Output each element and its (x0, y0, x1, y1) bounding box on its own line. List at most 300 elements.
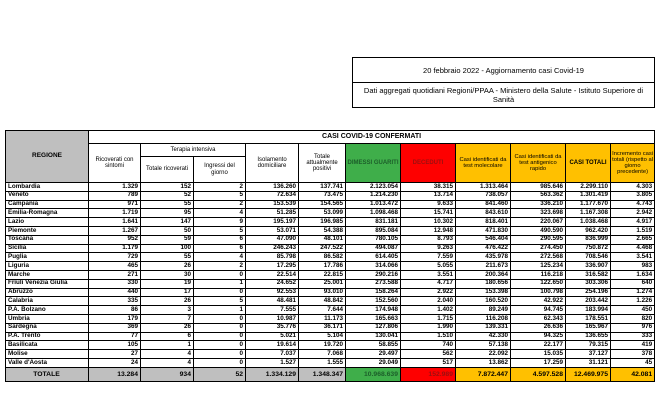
table-cell: 139.331 (456, 323, 511, 332)
table-cell: 26 (141, 262, 194, 271)
table-cell: 100.798 (511, 288, 566, 297)
table-cell: 165.967 (566, 323, 611, 332)
table-cell: 152.560 (346, 297, 401, 306)
table-row (6, 306, 655, 315)
table-cell: 272.568 (511, 253, 566, 262)
table-cell: 1.348.347 (299, 367, 346, 381)
table-cell: 136.260 (246, 183, 299, 192)
table-cell: 22.177 (511, 341, 566, 350)
table-cell: 1.214.230 (346, 191, 401, 200)
table-row (6, 191, 655, 200)
table-cell: 17.295 (246, 262, 299, 271)
table-cell: 1.301.419 (566, 191, 611, 200)
header-regione: REGIONE (6, 131, 89, 183)
table-cell: 740 (401, 341, 456, 350)
table-cell: 55 (141, 253, 194, 262)
table-cell: 54.388 (299, 226, 346, 235)
table-row (6, 270, 655, 279)
header-test-molecolare: Casi identificati da test molecolare (456, 144, 511, 183)
table-cell: 7.872.447 (456, 367, 511, 381)
table-cell: 203.442 (566, 297, 611, 306)
table-cell: 36.171 (299, 323, 346, 332)
table-cell: 7.037 (246, 350, 299, 359)
table-cell: 738.057 (456, 191, 511, 200)
table-cell: 971 (89, 200, 141, 209)
header-isolamento: Isolamento domiciliare (246, 144, 299, 183)
table-cell: 1.634 (611, 270, 655, 279)
covid-cases-table (5, 130, 655, 382)
table-cell: 369 (89, 323, 141, 332)
table-cell: 29.049 (346, 358, 401, 367)
table-cell: 1 (194, 279, 246, 288)
table-cell: 1.334.129 (246, 367, 299, 381)
table-cell: 1.167.308 (566, 209, 611, 218)
table-cell: 130.041 (346, 332, 401, 341)
table-cell: 254.196 (566, 288, 611, 297)
table-cell: 53.071 (246, 226, 299, 235)
table-cell: 4.303 (611, 183, 655, 192)
table-cell: 48.842 (299, 297, 346, 306)
table-row (6, 218, 655, 227)
table-cell: 24.652 (246, 279, 299, 288)
table-cell: 10.302 (401, 218, 456, 227)
table-cell: 51.285 (246, 209, 299, 218)
table-cell: 378 (611, 350, 655, 359)
table-cell: 0 (194, 314, 246, 323)
region-name: Emilia-Romagna (6, 209, 89, 218)
table-cell: 178.551 (566, 314, 611, 323)
table-cell: 1.329 (89, 183, 141, 192)
table-cell: 435.978 (456, 253, 511, 262)
table-cell: 29.497 (346, 350, 401, 359)
table-cell: 92.553 (246, 288, 299, 297)
region-name: Puglia (6, 253, 89, 262)
table-row (6, 350, 655, 359)
table-cell: 1 (194, 306, 246, 315)
table-row (6, 323, 655, 332)
table-cell: 47.090 (246, 235, 299, 244)
header-terapia-intensiva: Terapia intensiva (141, 144, 246, 157)
table-cell: 158.264 (346, 288, 401, 297)
table-cell: 274.450 (511, 244, 566, 253)
table-cell: 13.714 (401, 191, 456, 200)
table-cell: 26.636 (511, 323, 566, 332)
table-cell: 563.362 (511, 191, 566, 200)
table-cell: 77 (89, 332, 141, 341)
table-cell: 0 (194, 341, 246, 350)
table-cell: 4.597.528 (511, 367, 566, 381)
table-cell: 52 (194, 367, 246, 381)
table-cell: 55 (141, 200, 194, 209)
header-totale-positivi: Totale attualmente positivi (299, 144, 346, 183)
table-cell: 9 (194, 218, 246, 227)
table-cell: 7.644 (299, 306, 346, 315)
table-cell: 183.994 (566, 306, 611, 315)
table-cell: 62.343 (511, 314, 566, 323)
region-name: Toscana (6, 235, 89, 244)
table-cell: 2.922 (401, 288, 456, 297)
region-name: Basilicata (6, 341, 89, 350)
header-totale-ricoverati: Totale ricoverati (141, 157, 194, 183)
table-cell: 10.987 (246, 314, 299, 323)
table-cell: 750.872 (566, 244, 611, 253)
table-cell: 37.127 (566, 350, 611, 359)
table-cell: 13.862 (456, 358, 511, 367)
table-cell: 86.582 (299, 253, 346, 262)
table-cell: 22.815 (299, 270, 346, 279)
region-name: Molise (6, 350, 89, 359)
table-cell: 2 (194, 183, 246, 192)
header-ricoverati: Ricoverati con sintomi (89, 144, 141, 183)
header-casi-totali: CASI TOTALI (566, 144, 611, 183)
table-cell: 174.948 (346, 306, 401, 315)
table-cell: 7.559 (401, 253, 456, 262)
table-cell: 59 (141, 235, 194, 244)
table-cell: 789 (89, 191, 141, 200)
table-cell: 952 (89, 235, 141, 244)
table-cell: 934 (141, 367, 194, 381)
table-cell: 1.038.468 (566, 218, 611, 227)
region-name: TOTALE (6, 367, 89, 381)
table-cell: 72.634 (246, 191, 299, 200)
table-cell: 1.527 (246, 358, 299, 367)
table-cell: 10.968.639 (346, 367, 401, 381)
table-row (6, 332, 655, 341)
table-cell: 476.422 (456, 244, 511, 253)
bulletin-header-box (352, 57, 655, 108)
table-row (6, 279, 655, 288)
table-cell: 303.306 (566, 279, 611, 288)
table-cell: 1.098.468 (346, 209, 401, 218)
table-cell: 1.226 (611, 297, 655, 306)
table-cell: 19.720 (299, 341, 346, 350)
table-cell: 5.104 (299, 332, 346, 341)
table-row (6, 341, 655, 350)
table-cell: 546.404 (456, 235, 511, 244)
table-row (6, 235, 655, 244)
table-cell: 15.741 (401, 209, 456, 218)
table-cell: 2 (194, 262, 246, 271)
table-cell: 13.284 (89, 367, 141, 381)
region-name: Sardegna (6, 323, 89, 332)
region-name: Abruzzo (6, 288, 89, 297)
table-body (6, 183, 655, 382)
table-cell: 100 (141, 244, 194, 253)
region-name: Calabria (6, 297, 89, 306)
table-cell: 45 (611, 358, 655, 367)
table-cell: 841.460 (456, 200, 511, 209)
header-test-antigenico: Casi identificati da test antigenico rapido (511, 144, 566, 183)
table-cell: 7 (141, 314, 194, 323)
table-cell: 48.101 (299, 235, 346, 244)
table-cell: 200.364 (456, 270, 511, 279)
table-cell: 0 (194, 350, 246, 359)
table-cell: 38.315 (401, 183, 456, 192)
table-cell: 95 (141, 209, 194, 218)
table-cell: 79.315 (566, 341, 611, 350)
table-cell: 19 (141, 279, 194, 288)
region-name: P.A. Trento (6, 332, 89, 341)
table-cell: 1.274 (611, 288, 655, 297)
table-cell: 1.510 (401, 332, 456, 341)
table-cell: 53.099 (299, 209, 346, 218)
table-cell: 1.715 (401, 314, 456, 323)
table-cell: 12.469.975 (566, 367, 611, 381)
table-cell: 3 (141, 306, 194, 315)
table-cell: 26 (141, 323, 194, 332)
table-cell: 985.646 (511, 183, 566, 192)
table-cell: 336.907 (566, 262, 611, 271)
table-cell: 137.741 (299, 183, 346, 192)
table-cell: 562 (401, 350, 456, 359)
table-cell: 116.208 (456, 314, 511, 323)
table-cell: 5.055 (401, 262, 456, 271)
table-cell: 6 (141, 332, 194, 341)
table-cell: 330 (89, 279, 141, 288)
bulletin-source-line: Dati aggregati quotidiani Regioni/PPAA - Ministero della Salute - Istituto Superiore di Sanità (353, 82, 654, 107)
table-cell: 818.401 (456, 218, 511, 227)
table-cell: 4 (194, 209, 246, 218)
table-cell: 273.588 (346, 279, 401, 288)
table-row (6, 209, 655, 218)
table-cell: 983 (611, 262, 655, 271)
table-cell: 1.177.670 (566, 200, 611, 209)
table-cell: 1.179 (89, 244, 141, 253)
region-name: Lazio (6, 218, 89, 227)
table-cell: 2.665 (611, 235, 655, 244)
table-cell: 831.181 (346, 218, 401, 227)
table-cell: 0 (194, 288, 246, 297)
table-cell: 58.855 (346, 341, 401, 350)
table-cell: 5 (194, 297, 246, 306)
table-cell: 50 (141, 226, 194, 235)
table-cell: 211.673 (456, 262, 511, 271)
table-cell: 152 (141, 183, 194, 192)
table-cell: 729 (89, 253, 141, 262)
table-cell: 290.595 (511, 235, 566, 244)
table-cell: 42.330 (456, 332, 511, 341)
table-cell: 843.610 (456, 209, 511, 218)
table-cell: 465 (89, 262, 141, 271)
table-row (6, 297, 655, 306)
table-cell: 1.719 (89, 209, 141, 218)
table-cell: 1 (141, 341, 194, 350)
table-row (6, 262, 655, 271)
table-cell: 2.040 (401, 297, 456, 306)
table-cell: 2.942 (611, 209, 655, 218)
table-cell: 4.743 (611, 200, 655, 209)
table-cell: 0 (194, 358, 246, 367)
table-cell: 27 (89, 350, 141, 359)
table-cell: 2 (194, 200, 246, 209)
table-cell: 3.805 (611, 191, 655, 200)
header-dimessi-guariti: DIMESSI GUARITI (346, 144, 401, 183)
table-cell: 24 (89, 358, 141, 367)
table-cell: 316.582 (566, 270, 611, 279)
table-cell: 22.092 (456, 350, 511, 359)
table-cell: 820 (611, 314, 655, 323)
table-cell: 6 (194, 244, 246, 253)
table-cell: 471.830 (456, 226, 511, 235)
table-cell: 895.084 (346, 226, 401, 235)
table-row (6, 358, 655, 367)
table-cell: 42.922 (511, 297, 566, 306)
region-name: Sicilia (6, 244, 89, 253)
table-cell: 4 (141, 350, 194, 359)
table-cell: 976 (611, 323, 655, 332)
table-cell: 94.325 (511, 332, 566, 341)
table-cell: 247.522 (299, 244, 346, 253)
table-cell: 1.013.472 (346, 200, 401, 209)
table-cell: 17.786 (299, 262, 346, 271)
table-cell: 116.218 (511, 270, 566, 279)
table-cell: 0 (194, 270, 246, 279)
table-cell: 153.539 (246, 200, 299, 209)
table-cell: 314.066 (346, 262, 401, 271)
region-name: Valle d'Aosta (6, 358, 89, 367)
region-name: P.A. Bolzano (6, 306, 89, 315)
table-cell: 85.798 (246, 253, 299, 262)
region-name: Veneto (6, 191, 89, 200)
table-cell: 196.985 (299, 218, 346, 227)
table-row (6, 314, 655, 323)
table-cell: 4 (194, 253, 246, 262)
table-cell: 154.565 (299, 200, 346, 209)
table-cell: 0 (194, 332, 246, 341)
table-cell: 780.105 (346, 235, 401, 244)
table-cell: 490.590 (511, 226, 566, 235)
table-cell: 86 (89, 306, 141, 315)
totale-row (6, 367, 655, 381)
table-cell: 31.121 (566, 358, 611, 367)
table-cell: 1.555 (299, 358, 346, 367)
table-row (6, 253, 655, 262)
table-cell: 165.663 (346, 314, 401, 323)
table-cell: 290.216 (346, 270, 401, 279)
table-row (6, 183, 655, 192)
table-cell: 42.081 (611, 367, 655, 381)
table-cell: 323.698 (511, 209, 566, 218)
table-cell: 57.138 (456, 341, 511, 350)
table-row (6, 226, 655, 235)
table-cell: 3.541 (611, 253, 655, 262)
table-cell: 419 (611, 341, 655, 350)
table-cell: 0 (194, 323, 246, 332)
table-cell: 8.793 (401, 235, 456, 244)
table-cell: 127.806 (346, 323, 401, 332)
table-cell: 22.514 (246, 270, 299, 279)
table-cell: 93.010 (299, 288, 346, 297)
table-cell: 25.001 (299, 279, 346, 288)
table-cell: 614.405 (346, 253, 401, 262)
table-cell: 335 (89, 297, 141, 306)
table-cell: 9.633 (401, 200, 456, 209)
table-cell: 836.999 (566, 235, 611, 244)
table-cell: 440 (89, 288, 141, 297)
table-cell: 26 (141, 297, 194, 306)
table-cell: 2.123.054 (346, 183, 401, 192)
table-cell: 6 (194, 235, 246, 244)
table-cell: 94.745 (511, 306, 566, 315)
table-cell: 517 (401, 358, 456, 367)
table-cell: 1.641 (89, 218, 141, 227)
region-name: Marche (6, 270, 89, 279)
table-cell: 160.520 (456, 297, 511, 306)
table-cell: 7.555 (246, 306, 299, 315)
table-cell: 336.210 (511, 200, 566, 209)
table-cell: 195.197 (246, 218, 299, 227)
region-name: Piemonte (6, 226, 89, 235)
table-cell: 153.398 (456, 288, 511, 297)
table-cell: 4.468 (611, 244, 655, 253)
table-cell: 17.259 (511, 358, 566, 367)
table-cell: 180.656 (456, 279, 511, 288)
table-cell: 17 (141, 288, 194, 297)
table-cell: 15.035 (511, 350, 566, 359)
header-incremento: Incremento casi totali (rispetto al giorno precedente) (611, 144, 655, 183)
table-row (6, 244, 655, 253)
table-cell: 12.948 (401, 226, 456, 235)
table-cell: 48.481 (246, 297, 299, 306)
table-cell: 30 (141, 270, 194, 279)
table-row (6, 200, 655, 209)
table-cell: 333 (611, 332, 655, 341)
table-cell: 220.067 (511, 218, 566, 227)
table-cell: 1.402 (401, 306, 456, 315)
table-cell: 19.614 (246, 341, 299, 350)
table-cell: 4.717 (401, 279, 456, 288)
table-row (6, 288, 655, 297)
table-cell: 89.249 (456, 306, 511, 315)
table-cell: 3.551 (401, 270, 456, 279)
table-cell: 271 (89, 270, 141, 279)
table-cell: 73.475 (299, 191, 346, 200)
table-header (6, 131, 655, 183)
table-cell: 640 (611, 279, 655, 288)
table-cell: 962.420 (566, 226, 611, 235)
region-name: Lombardia (6, 183, 89, 192)
region-name: Friuli Venezia Giulia (6, 279, 89, 288)
header-deceduti: DECEDUTI (401, 144, 456, 183)
table-cell: 136.655 (566, 332, 611, 341)
table-cell: 125.234 (511, 262, 566, 271)
table-cell: 5 (194, 226, 246, 235)
bulletin-date-title: 20 febbraio 2022 - Aggiornamento casi Covid-19 (423, 65, 584, 75)
table-cell: 1.313.464 (456, 183, 511, 192)
table-cell: 4 (141, 358, 194, 367)
table-cell: 708.546 (566, 253, 611, 262)
table-cell: 2.299.110 (566, 183, 611, 192)
table-cell: 179 (89, 314, 141, 323)
table-cell: 5.021 (246, 332, 299, 341)
table-title: CASI COVID-19 CONFERMATI (89, 131, 655, 144)
table-cell: 35.776 (246, 323, 299, 332)
table-cell: 1.267 (89, 226, 141, 235)
table-cell: 122.650 (511, 279, 566, 288)
table-cell: 11.173 (299, 314, 346, 323)
table-cell: 4.917 (611, 218, 655, 227)
table-cell: 450 (611, 306, 655, 315)
table-cell: 147 (141, 218, 194, 227)
table-cell: 52 (141, 191, 194, 200)
table-cell: 9.263 (401, 244, 456, 253)
table-cell: 1.519 (611, 226, 655, 235)
region-name: Liguria (6, 262, 89, 271)
table-cell: 246.243 (246, 244, 299, 253)
table-cell: 105 (89, 341, 141, 350)
table-cell: 1.990 (401, 323, 456, 332)
region-name: Umbria (6, 314, 89, 323)
